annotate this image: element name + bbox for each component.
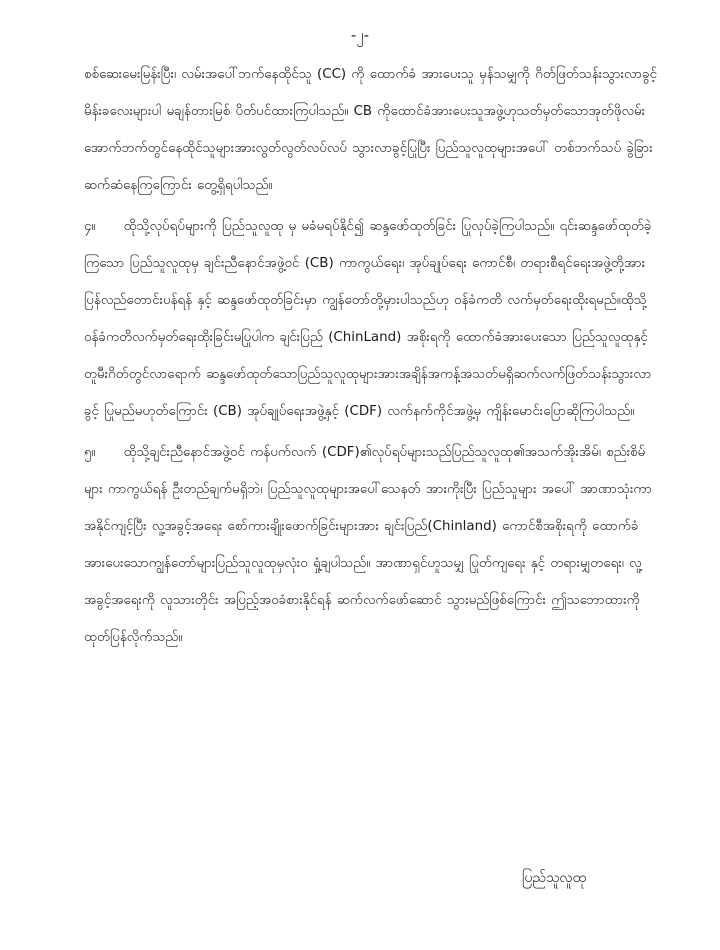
paragraph-5	[84, 434, 660, 656]
paragraph-text: စစ်ဆေးမေးမြန်းပြီး၊ လမ်းအပေါ်ဘက်နေထိုင်သူ (CC) ကို ထောက်ခံ အားပေးသူ မှန်သမျှကို ဂိတ်ဖြတ်သန်းသွားလာခွင့် မိန်းခလေးများပါ မချန်တားမြစ် ပိတ်ပင်ထားကြပါသည်။ CB ကိုထောင်ခံအားပေးသူအဖွဲ့ဟုသတ်မှတ်သောအုတ်ဖိုလမ်း အောက်ဘက်တွင်နေထိုင်သူများအားလွတ်လွတ်လပ်လပ် သွားလာခွင့်ပြုပြီး ပြည်သူလူထုများအပေါ် တစ်ဘက်သပ် ခွဲခြားဆက်ဆံနေကြကြောင်း တွေ့ရှိရပါသည်။	[84, 67, 658, 193]
signature: ပြည်သူလူထု	[522, 870, 587, 886]
paragraph-continued	[84, 56, 660, 204]
paragraph-number: ၅။	[84, 445, 96, 460]
paragraph-4	[84, 208, 660, 430]
paragraph-text: ထိုသို့ချင်းညီနောင်အဖွဲ့ဝင် ကန်ပက်လက် (CDF)၏လုပ်ရပ်များသည်ပြည်သူလူထု၏အသက်အိုးအိမ်၊ စည်းစိမ်များ ကာကွယ်ရန် ဦးတည်ချက်မရှိဘဲ၊ ပြည်သူလူထုများအပေါ်သေနတ် အားကိုးပြီး ပြည်သူများ အပေါ် အာဏာသုံးကာ အနိုင်ကျင့်ပြီး လူ့အခွင့်အရေး စော်ကားချိုးဖောက်ခြင်းများအား ချင်းပြည်(Chinland) ကောင်စီအစိုးရကို ထောက်ခံအားပေးသောကျွန်တော်များပြည်သူလူထုမှလုံးဝ ရှုံ့ချပါသည်။ အာဏာရှင်ဟူသမျှ ပြုတ်ကျရေး နှင့် တရားမျှတရေး၊ လူ့အခွင့်အရေးကို လူသားတိုင်း အပြည့်အဝခံစားနိုင်ရန် ဆက်လက်ဖော်ဆောင် သွားမည်ဖြစ်ကြောင်း ဤသဘောထားကို ထုတ်ပြန်လိုက်သည်။	[84, 445, 653, 645]
page-number: -၂-	[350, 26, 370, 44]
paragraph-number: ၄။	[84, 219, 96, 234]
paragraph-text: ထိုသို့လုပ်ရပ်များကို ပြည်သူလူထု မှ မခံမရပ်နိုင်၍ ဆန္ဒဖော်ထုတ်ခြင်း ပြုလုပ်ခဲ့ကြပါသည်။ ၎င်းဆန္ဒဖော်ထုတ်ခဲ့ကြသော ပြည်သူလူထုမှ ချင်းညီနောင်အဖွဲ့ဝင် (CB) ကာကွယ်ရေး၊ အုပ်ချုပ်ရေး ကောင်စီ၊ တရားစီရင်ရေးအဖွဲ့တို့အား ပြန်လည်တောင်းပန်ရန် နှင့် ဆန္ဒဖော်ထုတ်ခြင်းမှာ ကျွန်တော်တို့မှားပါသည်ဟု ဝန်ခံကတိ လက်မှတ်ရေးထိုးရမည်။ထိုသို့ ဝန်ခံကတိလက်မှတ်ရေးထိုးခြင်းမပြုပါက ချင်းပြည် (ChinLand) အစိုးရကို ထောက်ခံအားပေးသော ပြည်သူလူထုနှင့်တူမီးဂိတ်တွင်လာရောက် ဆန္ဒဖော်ထုတ်သောပြည်သူလူထုများအားအချိန်အကန့်အသတ်မရှိဆက်လက်ဖြတ်သန်းသွားလာခွင့် ပြုမည်မဟုတ်ကြောင်း (CB) အုပ်ချုပ်ရေးအဖွဲ့နှင့် (CDF) လက်နက်ကိုင်အဖွဲ့မှ ကျိန်းမောင်းပြောဆိုကြပါသည်။	[84, 219, 652, 419]
document-body	[84, 56, 660, 660]
